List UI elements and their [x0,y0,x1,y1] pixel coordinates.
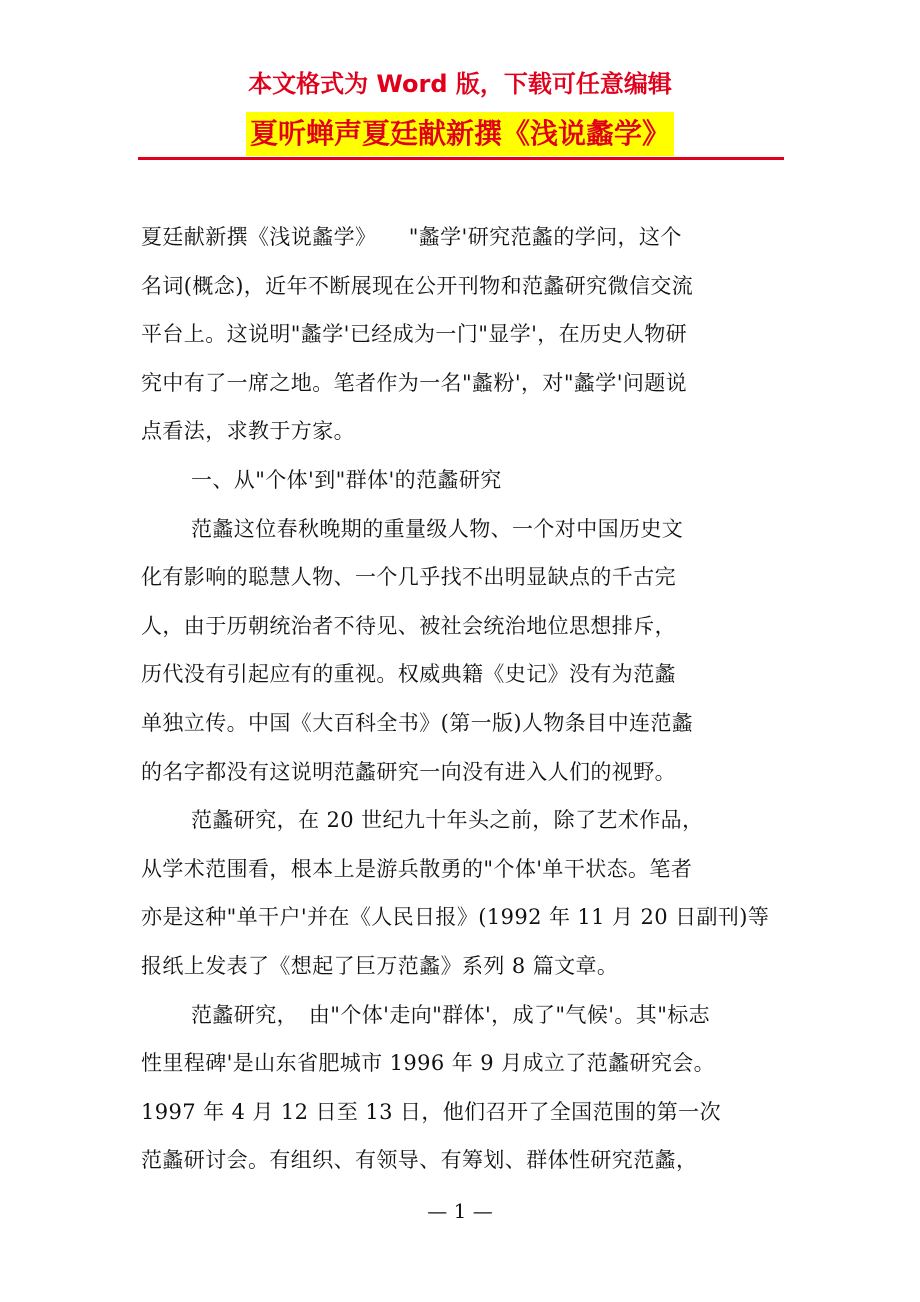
title-container [0,112,920,156]
text-line: 人，由于历朝统治者不待见、被社会统治地位思想排斥， [141,613,676,638]
text-line: 的名字都没有这说明范蠡研究一向没有进入人们的视野。 [141,759,676,784]
text-line: 名词(概念)，近年不断展现在公开刊物和范蠡研究微信交流 [141,273,694,298]
document-body [141,213,811,1185]
text-line: 从学术范围看，根本上是游兵散勇的"个体'单干状态。笔者 [141,856,693,881]
text-line: 单独立传。中国《大百科全书》(第一版)人物条目中连范蠡 [141,710,694,735]
text-line: 范蠡研究， 由"个体'走向"群体'，成了"气候'。其"标志 [191,1002,711,1027]
text-line: 历代没有引起应有的重视。权威典籍《史记》没有为范蠡 [141,662,676,687]
format-notice: 本文格式为 Word 版，下载可任意编辑 [248,70,672,98]
title-divider [138,157,784,160]
text-line: 夏廷献新撰《浅说蠡学》 "蠡学'研究范蠡的学问，这个 [141,225,682,249]
text-line: 一、从"个体'到"群体'的范蠡研究 [191,467,502,492]
text-line: 究中有了一席之地。笔者作为一名"蠡粉'，对"蠡学'问题说 [141,370,688,395]
text-line: 报纸上发表了《想起了巨万范蠡》系列 8 篇文章。 [141,953,619,978]
page-number: — 1 — [427,1199,493,1223]
text-line: 化有影响的聪慧人物、一个几乎找不出明显缺点的千古完 [141,565,676,590]
text-line: 范蠡研究，在 20 世纪九十年头之前，除了艺术作品， [191,808,704,833]
text-line: 1997 年 4 月 12 日至 13 日，他们召开了全国范围的第一次 [141,1099,721,1124]
text-line: 范蠡这位春秋晚期的重量级人物、一个对中国历史文 [191,516,684,541]
text-line: 范蠡研讨会。有组织、有领导、有筹划、群体性研究范蠡， [141,1148,698,1173]
text-line: 平台上。这说明"蠡学'已经成为一门"显学'，在历史人物研 [141,322,688,347]
text-line: 亦是这种"单干户'并在《人民日报》(1992 年 11 月 20 日副刊)等 [141,905,770,930]
text-line: 性里程碑'是山东省肥城市 1996 年 9 月成立了范蠡研究会。 [141,1051,716,1076]
document-title: 夏听蝉声夏廷献新撰《浅说蠡学》 [246,112,674,156]
text-line: 点看法，求教于方家。 [141,419,355,444]
